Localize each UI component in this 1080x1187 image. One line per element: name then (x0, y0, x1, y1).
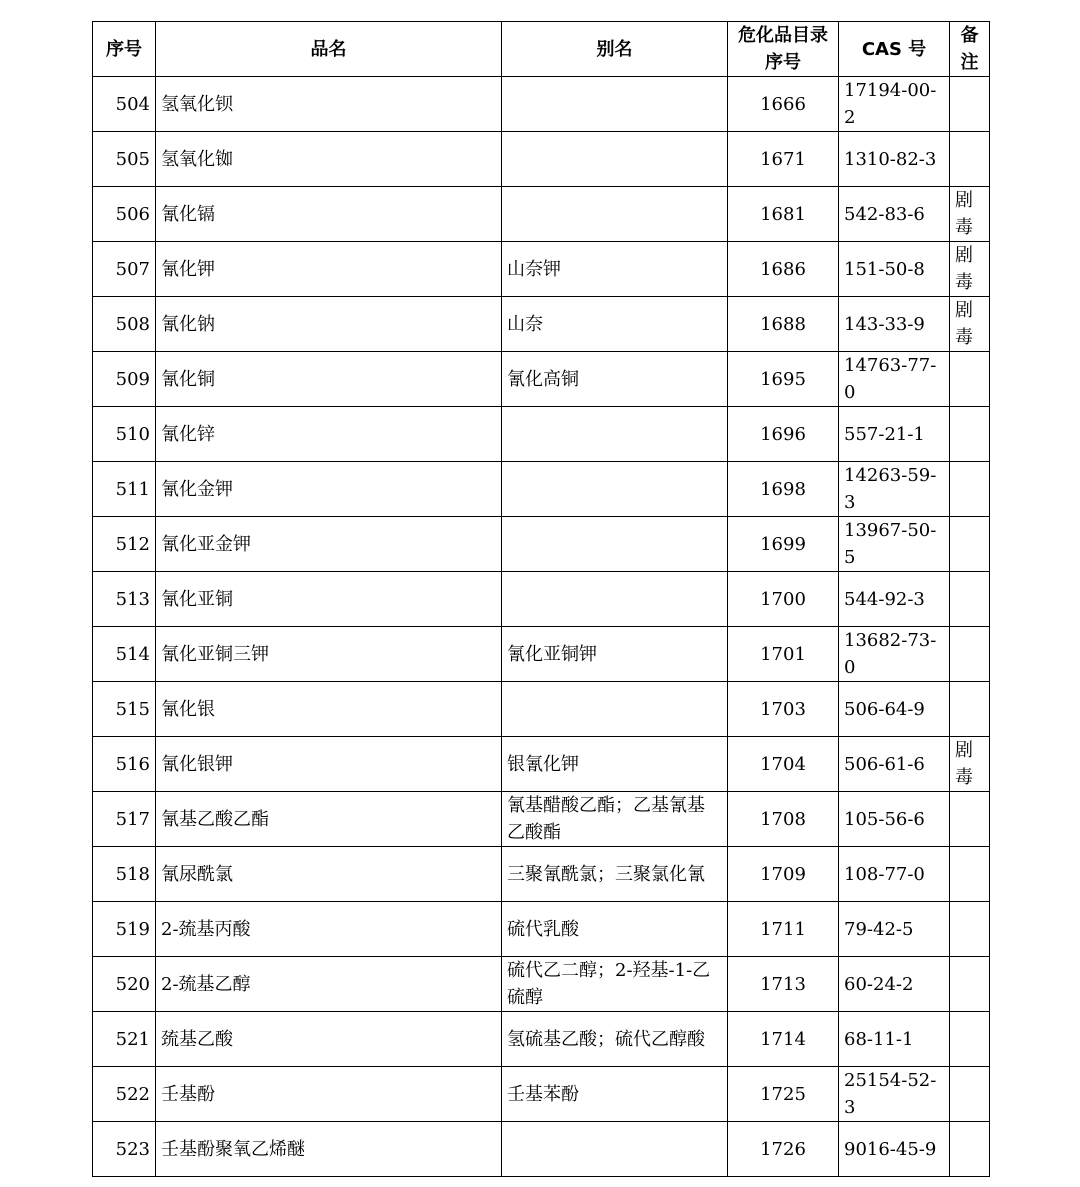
cell-catalog-no: 1701 (728, 627, 839, 682)
cell-name: 2-巯基乙醇 (156, 957, 502, 1012)
cell-cas: 105-56-6 (839, 792, 950, 847)
table-header (93, 22, 990, 77)
table-row (93, 242, 990, 297)
table-row (93, 1067, 990, 1122)
cell-alias: 氢硫基乙酸；硫代乙醇酸 (502, 1012, 728, 1067)
cell-alias (502, 132, 728, 187)
cell-note (950, 1122, 990, 1177)
cell-name: 氰化铜 (156, 352, 502, 407)
table-row (93, 847, 990, 902)
cell-name: 氰尿酰氯 (156, 847, 502, 902)
cell-catalog-no: 1666 (728, 77, 839, 132)
cell-catalog-no: 1709 (728, 847, 839, 902)
header-note (950, 22, 990, 77)
cell-name: 氰化锌 (156, 407, 502, 462)
cell-catalog-no: 1726 (728, 1122, 839, 1177)
cell-no: 507 (93, 242, 156, 297)
cell-note (950, 352, 990, 407)
cell-no: 516 (93, 737, 156, 792)
cell-name: 壬基酚 (156, 1067, 502, 1122)
table-row (93, 517, 990, 572)
table-row (93, 1012, 990, 1067)
cell-name: 氰化钠 (156, 297, 502, 352)
cell-note (950, 1012, 990, 1067)
cell-cas: 1310-82-3 (839, 132, 950, 187)
cell-no: 518 (93, 847, 156, 902)
cell-no: 511 (93, 462, 156, 517)
cell-alias (502, 1122, 728, 1177)
cell-name: 巯基乙酸 (156, 1012, 502, 1067)
cell-alias: 三聚氰酰氯；三聚氯化氰 (502, 847, 728, 902)
cell-no: 512 (93, 517, 156, 572)
cell-name: 氰化金钾 (156, 462, 502, 517)
cell-catalog-no: 1671 (728, 132, 839, 187)
header-note-line1: 备 (960, 25, 979, 46)
table-row (93, 1122, 990, 1177)
table-body (93, 77, 990, 1177)
cell-catalog-no: 1713 (728, 957, 839, 1012)
cell-catalog-no: 1699 (728, 517, 839, 572)
table-row (93, 902, 990, 957)
cell-no: 513 (93, 572, 156, 627)
cell-cas: 60-24-2 (839, 957, 950, 1012)
cell-alias: 山奈 (502, 297, 728, 352)
cell-name: 氰化亚金钾 (156, 517, 502, 572)
cell-catalog-no: 1698 (728, 462, 839, 517)
cell-name: 氰化银 (156, 682, 502, 737)
cell-name: 氰化银钾 (156, 737, 502, 792)
table-row (93, 77, 990, 132)
cell-note (950, 957, 990, 1012)
cell-catalog-no: 1725 (728, 1067, 839, 1122)
cell-no: 505 (93, 132, 156, 187)
cell-no: 514 (93, 627, 156, 682)
cell-catalog-no: 1696 (728, 407, 839, 462)
cell-alias: 氰化高铜 (502, 352, 728, 407)
cell-note: 剧毒 (950, 187, 990, 242)
cell-catalog-no: 1700 (728, 572, 839, 627)
cell-cas: 506-61-6 (839, 737, 950, 792)
cell-cas: 79-42-5 (839, 902, 950, 957)
cell-note (950, 462, 990, 517)
cell-catalog-no: 1704 (728, 737, 839, 792)
cell-catalog-no: 1714 (728, 1012, 839, 1067)
header-catalog-line2: 序号 (765, 52, 801, 73)
cell-name: 2-巯基丙酸 (156, 902, 502, 957)
cell-cas: 25154-52-3 (839, 1067, 950, 1122)
cell-alias: 硫代乳酸 (502, 902, 728, 957)
cell-no: 517 (93, 792, 156, 847)
table-row (93, 187, 990, 242)
cell-no: 508 (93, 297, 156, 352)
table-row (93, 792, 990, 847)
cell-cas: 13967-50-5 (839, 517, 950, 572)
cell-note (950, 902, 990, 957)
table-row (93, 682, 990, 737)
cell-note: 剧毒 (950, 297, 990, 352)
cell-catalog-no: 1688 (728, 297, 839, 352)
header-note-line2: 注 (960, 52, 979, 73)
cell-alias (502, 462, 728, 517)
table-row (93, 572, 990, 627)
cell-note (950, 847, 990, 902)
cell-cas: 14263-59-3 (839, 462, 950, 517)
header-alias: 别名 (502, 22, 728, 77)
header-no: 序号 (93, 22, 156, 77)
cell-catalog-no: 1695 (728, 352, 839, 407)
header-name: 品名 (156, 22, 502, 77)
header-catalog-no (728, 22, 839, 77)
cell-cas: 108-77-0 (839, 847, 950, 902)
cell-alias (502, 77, 728, 132)
cell-cas: 557-21-1 (839, 407, 950, 462)
cell-note (950, 517, 990, 572)
cell-alias (502, 682, 728, 737)
cell-cas: 151-50-8 (839, 242, 950, 297)
cell-no: 523 (93, 1122, 156, 1177)
cell-no: 506 (93, 187, 156, 242)
cell-no: 521 (93, 1012, 156, 1067)
cell-alias: 硫代乙二醇；2-羟基-1-乙硫醇 (502, 957, 728, 1012)
cell-note (950, 407, 990, 462)
table-row (93, 297, 990, 352)
table-row (93, 737, 990, 792)
cell-alias: 氰基醋酸乙酯；乙基氰基乙酸酯 (502, 792, 728, 847)
table-row (93, 352, 990, 407)
cell-no: 510 (93, 407, 156, 462)
cell-catalog-no: 1703 (728, 682, 839, 737)
cell-cas: 14763-77-0 (839, 352, 950, 407)
cell-alias (502, 517, 728, 572)
cell-name: 氰化亚铜三钾 (156, 627, 502, 682)
chemical-list-table (92, 21, 990, 1177)
table-row (93, 627, 990, 682)
table-row (93, 462, 990, 517)
cell-note: 剧毒 (950, 737, 990, 792)
cell-cas: 143-33-9 (839, 297, 950, 352)
cell-alias: 壬基苯酚 (502, 1067, 728, 1122)
cell-note (950, 792, 990, 847)
cell-note (950, 132, 990, 187)
table-row (93, 407, 990, 462)
cell-name: 氰化钾 (156, 242, 502, 297)
cell-no: 520 (93, 957, 156, 1012)
cell-catalog-no: 1711 (728, 902, 839, 957)
cell-name: 氰化亚铜 (156, 572, 502, 627)
header-catalog-line1: 危化品目录 (738, 25, 828, 46)
cell-no: 509 (93, 352, 156, 407)
cell-name: 氰化镉 (156, 187, 502, 242)
cell-catalog-no: 1708 (728, 792, 839, 847)
cell-catalog-no: 1686 (728, 242, 839, 297)
cell-no: 504 (93, 77, 156, 132)
cell-no: 515 (93, 682, 156, 737)
cell-note (950, 572, 990, 627)
cell-alias (502, 187, 728, 242)
cell-name: 壬基酚聚氧乙烯醚 (156, 1122, 502, 1177)
cell-no: 522 (93, 1067, 156, 1122)
cell-alias: 山奈钾 (502, 242, 728, 297)
cell-alias: 银氰化钾 (502, 737, 728, 792)
cell-alias: 氰化亚铜钾 (502, 627, 728, 682)
cell-note: 剧毒 (950, 242, 990, 297)
table-row (93, 957, 990, 1012)
cell-cas: 13682-73-0 (839, 627, 950, 682)
cell-note (950, 682, 990, 737)
cell-cas: 542-83-6 (839, 187, 950, 242)
cell-catalog-no: 1681 (728, 187, 839, 242)
cell-cas: 506-64-9 (839, 682, 950, 737)
cell-no: 519 (93, 902, 156, 957)
cell-name: 氢氧化钡 (156, 77, 502, 132)
cell-note (950, 77, 990, 132)
table-row (93, 132, 990, 187)
cell-cas: 17194-00-2 (839, 77, 950, 132)
header-cas: CAS 号 (839, 22, 950, 77)
cell-cas: 9016-45-9 (839, 1122, 950, 1177)
cell-alias (502, 572, 728, 627)
cell-note (950, 1067, 990, 1122)
cell-alias (502, 407, 728, 462)
cell-cas: 544-92-3 (839, 572, 950, 627)
cell-note (950, 627, 990, 682)
cell-name: 氰基乙酸乙酯 (156, 792, 502, 847)
cell-cas: 68-11-1 (839, 1012, 950, 1067)
header-row (93, 22, 990, 77)
cell-name: 氢氧化铷 (156, 132, 502, 187)
